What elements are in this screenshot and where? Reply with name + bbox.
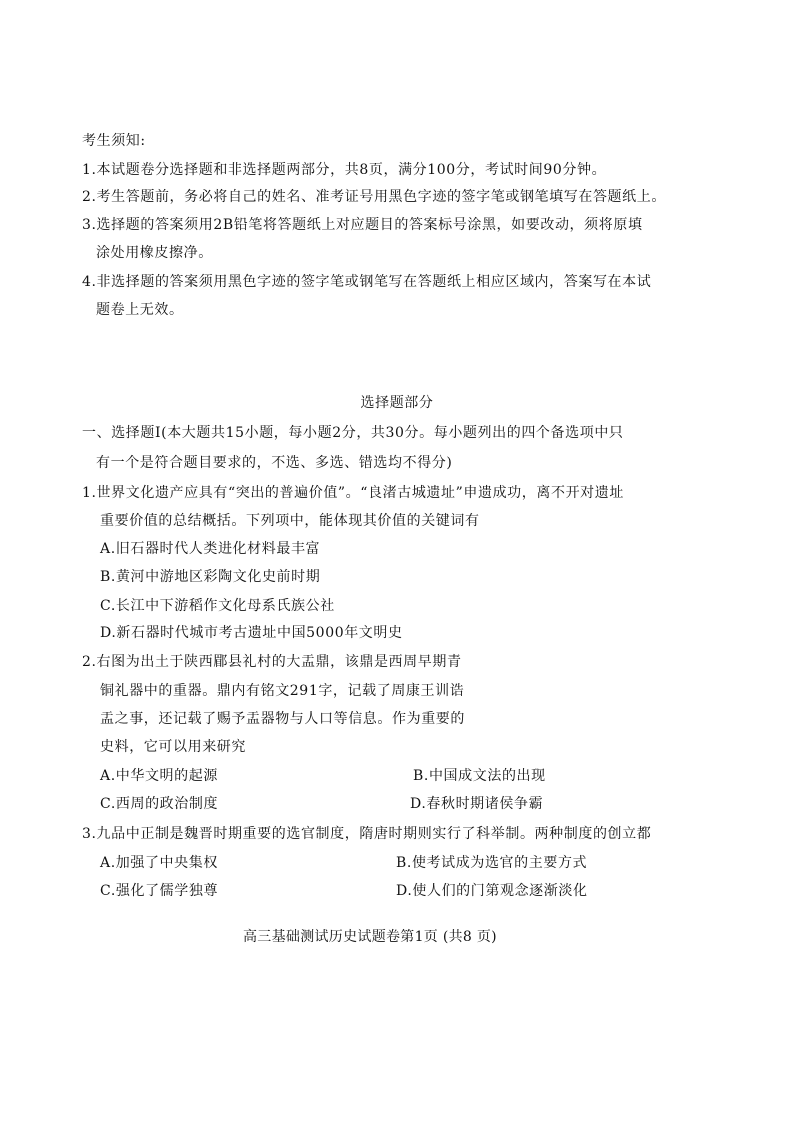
- notice-item-4: 4.非选择题的答案须用黑色字迹的签字笔或钢笔写在答题纸上相应区域内，答案写在本试: [82, 274, 652, 290]
- notice-item-2: 2.考生答题前，务必将自己的姓名、准考证号用黑色字迹的签字笔或钢笔填写在答题纸上。: [82, 189, 666, 205]
- q2-stem-cont-3: 史料，它可以用来研究: [100, 739, 246, 755]
- notice-item-3: 3.选择题的答案须用2B铅笔将答题纸上对应题目的答案标号涂黑，如要改动，须将原填: [82, 217, 643, 233]
- q1-option-d: D.新石器时代城市考古遗址中国5000年文明史: [100, 625, 403, 641]
- q2-stem-cont-2: 盂之事，还记载了赐予盂器物与人口等信息。作为重要的: [100, 711, 465, 727]
- q3-option-d: D.使人们的门第观念逐渐淡化: [396, 883, 588, 899]
- q3-stem: 3.九品中正制是魏晋时期重要的选官制度，隋唐时期则实行了科举制。两种制度的创立都: [82, 826, 652, 842]
- q1-option-c: C.长江中下游稻作文化母系氏族公社: [100, 598, 335, 614]
- notice-item-4-cont: 题卷上无效。: [96, 302, 184, 318]
- notice-item-1: 1.本试题卷分选择题和非选择题两部分，共8页，满分100分，考试时间90分钟。: [82, 162, 607, 178]
- q2-stem-cont-1: 铜礼器中的重器。鼎内有铭文291字，记载了周康王训诰: [100, 683, 465, 699]
- section-title: 选择题部分: [360, 395, 434, 411]
- section-heading: 一、选择题Ⅰ(本大题共15小题，每小题2分，共30分。每小题列出的四个备选项中只: [82, 425, 624, 441]
- section-heading-cont: 有一个是符合题目要求的，不选、多选、错选均不得分): [96, 455, 453, 471]
- q2-option-d: D.春秋时期诸侯争霸: [410, 796, 544, 812]
- q2-option-c: C.西周的政治制度: [100, 796, 219, 812]
- q3-option-c: C.强化了儒学独尊: [100, 883, 219, 899]
- q1-stem: 1.世界文化遗产应具有“突出的普遍价值”。“良渚古城遗址”申遗成功，离不开对遗址: [82, 485, 624, 501]
- q2-option-b: B.中国成文法的出现: [413, 768, 546, 784]
- q2-option-a: A.中华文明的起源: [100, 768, 218, 784]
- q1-option-a: A.旧石器时代人类进化材料最丰富: [100, 541, 321, 557]
- notice-item-3-cont: 涂处用橡皮擦净。: [96, 245, 213, 261]
- q2-stem: 2.右图为出土于陕西郿县礼村的大盂鼎，该鼎是西周早期青: [82, 654, 462, 670]
- page-footer: 高三基础测试历史试题卷第1页 (共8 页): [243, 929, 497, 945]
- q3-option-b: B.使考试成为选官的主要方式: [396, 855, 588, 871]
- q3-option-a: A.加强了中央集权: [100, 855, 218, 871]
- q1-option-b: B.黄河中游地区彩陶文化史前时期: [100, 569, 321, 585]
- notice-title: 考生须知:: [82, 133, 146, 149]
- q1-stem-cont: 重要价值的总结概括。下列项中，能体现其价值的关键词有: [100, 513, 480, 529]
